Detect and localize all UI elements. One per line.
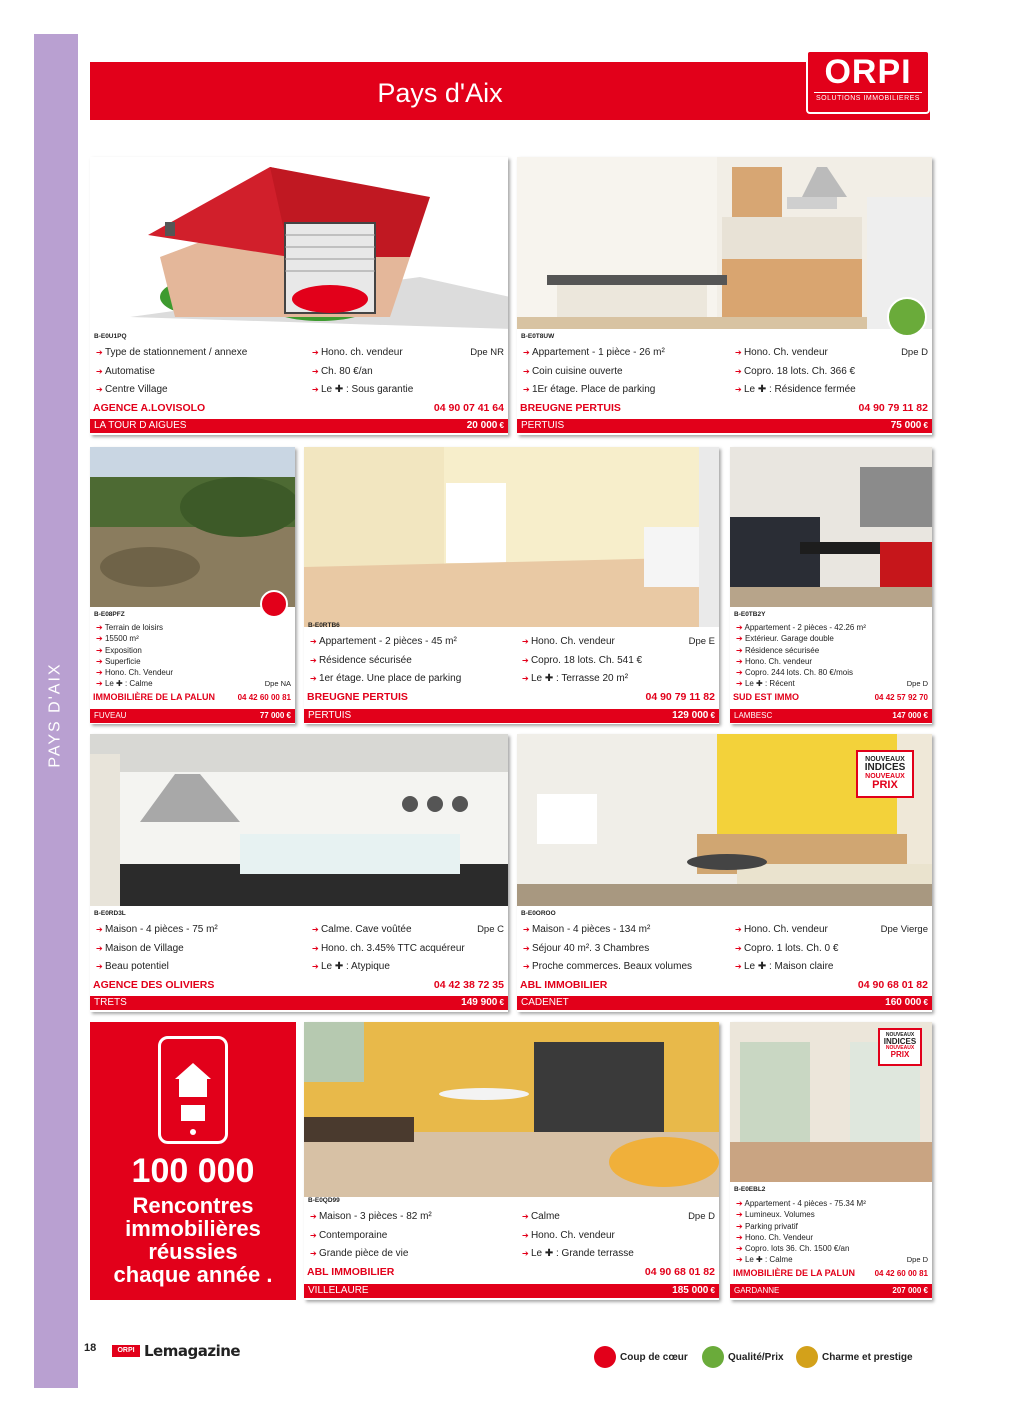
promo-block <box>90 1022 296 1300</box>
listing-photo-apartment <box>730 447 932 607</box>
magazine-logo: ORPI <box>112 1345 140 1357</box>
promo-line: Rencontres <box>132 1193 254 1218</box>
page-number: 18 <box>84 1342 97 1354</box>
agency-name[interactable]: BREUGNE PERTUIS <box>520 402 621 414</box>
agency-phone[interactable]: 04 90 68 01 82 <box>857 979 928 991</box>
agency-phone[interactable]: 04 90 07 41 64 <box>433 402 504 414</box>
price-bar <box>304 709 719 723</box>
legend-coup-de-coeur <box>594 1346 688 1368</box>
coup-de-coeur-icon <box>594 1346 616 1368</box>
badge-line: NOUVEAUX <box>885 1045 915 1051</box>
feature: ➔ Centre Village <box>96 381 247 400</box>
price: 160 000 € <box>885 996 928 1010</box>
detail: ➔ Copro. 18 lots. Ch. 366 € <box>735 363 856 382</box>
city: PERTUIS <box>308 710 352 721</box>
legend-label: Coup de cœur <box>620 1351 688 1363</box>
feature: ➔ Maison - 4 pièces - 134 m² <box>523 921 692 940</box>
promo-line: chaque année . <box>113 1262 273 1287</box>
listing-photo-living-room <box>304 447 719 627</box>
legend-charme <box>796 1346 913 1368</box>
listing-ref: B-E0RD3L <box>94 910 126 917</box>
price: 207 000 € <box>892 1284 928 1298</box>
feature: ➔ Le ✚ : Calme <box>736 1254 866 1265</box>
feature: ➔ Appartement - 2 pièces - 42.26 m² <box>736 622 866 633</box>
feature: ➔ Proche commerces. Beaux volumes <box>523 958 692 977</box>
listing-card[interactable] <box>90 157 508 435</box>
detail: ➔ Hono. Ch. vendeur <box>522 1227 634 1246</box>
detail: ➔ Hono. Ch. vendeur <box>735 921 838 940</box>
feature: ➔ Superficie <box>96 656 173 667</box>
legend-label: Qualité/Prix <box>728 1351 784 1363</box>
listing-card[interactable] <box>517 157 932 435</box>
detail: ➔ Hono. ch. 3.45% TTC acquéreur <box>312 940 465 959</box>
listing-ref: B-E0EBL2 <box>734 1186 766 1193</box>
nouveaux-prix-badge <box>878 1028 922 1066</box>
city: FUVEAU <box>94 711 127 720</box>
listing-photo-kitchen <box>517 157 932 329</box>
agency-name[interactable]: ABL IMMOBILIER <box>520 979 608 991</box>
legend-label: Charme et prestige <box>822 1351 913 1363</box>
agency-phone[interactable]: 04 42 38 72 35 <box>433 979 504 991</box>
feature: ➔ Hono. Ch. Vendeur <box>96 667 173 678</box>
feature: ➔ Automatise <box>96 363 247 382</box>
listing-card[interactable] <box>304 447 719 724</box>
agency-name[interactable]: AGENCE A.LOVISOLO <box>93 402 206 414</box>
badge-line: INDICES <box>883 1037 917 1046</box>
agency-phone[interactable]: 04 42 60 00 81 <box>874 1269 928 1278</box>
price-bar <box>90 419 508 433</box>
badge-line: PRIX <box>872 779 898 791</box>
price: 185 000 € <box>672 1284 715 1298</box>
agency-phone[interactable]: 04 90 79 11 82 <box>645 691 715 703</box>
dpe-label: Dpe Vierge <box>880 924 928 935</box>
dpe-label: Dpe NR <box>470 347 504 358</box>
price-bar <box>730 709 932 723</box>
feature: ➔ Séjour 40 m². 3 Chambres <box>523 940 692 959</box>
price-bar <box>90 996 508 1010</box>
legend-qualite-prix <box>702 1346 784 1368</box>
agency-phone[interactable]: 04 42 60 00 81 <box>237 693 291 702</box>
feature: ➔ Beau potentiel <box>96 958 218 977</box>
city: PERTUIS <box>521 420 565 431</box>
listing-ref: B-E0U1PQ <box>94 333 127 340</box>
feature: ➔ Exposition <box>96 645 173 656</box>
listing-ref: B-E08PFZ <box>94 611 125 618</box>
qualite-prix-icon <box>887 297 927 337</box>
feature: ➔ Hono. Ch. Vendeur <box>736 1232 866 1243</box>
agency-name[interactable]: BREUGNE PERTUIS <box>307 691 408 703</box>
price-bar <box>90 709 295 723</box>
listing-card[interactable] <box>730 1022 932 1300</box>
price: 149 900 € <box>461 996 504 1010</box>
feature: ➔ Copro. lots 36. Ch. 1500 €/an <box>736 1243 866 1254</box>
price: 75 000 € <box>891 419 928 433</box>
price: 20 000 € <box>467 419 504 433</box>
nouveaux-prix-badge <box>856 750 914 798</box>
feature: ➔ Appartement - 2 pièces - 45 m² <box>310 633 461 652</box>
feature: ➔ Type de stationnement / annexe <box>96 344 247 363</box>
agency-name[interactable]: ABL IMMOBILIER <box>307 1266 395 1278</box>
price: 129 000 € <box>672 709 715 723</box>
agency-name[interactable]: AGENCE DES OLIVIERS <box>93 979 215 991</box>
feature: ➔ Le ✚ : Calme <box>96 678 173 689</box>
detail: ➔ Le ✚ : Terrasse 20 m² <box>522 670 642 689</box>
detail: ➔ Le ✚ : Atypique <box>312 958 465 977</box>
coup-de-coeur-icon <box>260 590 288 618</box>
listing-ref: B-E0TB2Y <box>734 611 766 618</box>
feature: ➔ Parking privatif <box>736 1221 866 1232</box>
listing-ref: B-E0QD99 <box>308 1197 340 1204</box>
feature: ➔ Maison - 4 pièces - 75 m² <box>96 921 218 940</box>
feature: ➔ 1er étage. Une place de parking <box>310 670 461 689</box>
detail: ➔ Copro. 18 lots. Ch. 541 € <box>522 652 642 671</box>
magazine-title: Lemagazine <box>144 1342 241 1360</box>
agency-phone[interactable]: 04 90 68 01 82 <box>644 1266 715 1278</box>
dpe-label: Dpe D <box>906 679 928 688</box>
agency-phone[interactable]: 04 42 57 92 70 <box>874 693 928 702</box>
listing-photo-land <box>90 447 295 607</box>
detail: ➔ Calme <box>522 1208 634 1227</box>
feature: ➔ Hono. Ch. vendeur <box>736 656 866 667</box>
side-label: PAYS D'AIX <box>47 662 64 768</box>
detail: ➔ Le ✚ : Sous garantie <box>312 381 413 400</box>
price: 147 000 € <box>892 709 928 723</box>
smartphone-icon <box>158 1036 228 1144</box>
feature: ➔ Appartement - 1 pièce - 26 m² <box>523 344 665 363</box>
badge-line: NOUVEAUX <box>865 756 905 763</box>
promo-number: 100 000 <box>131 1152 255 1190</box>
listing-card[interactable] <box>730 447 932 724</box>
detail: ➔ Copro. 1 lots. Ch. 0 € <box>735 940 838 959</box>
detail: ➔ Le ✚ : Maison claire <box>735 958 838 977</box>
price-bar <box>517 419 932 433</box>
feature: ➔ Maison - 3 pièces - 82 m² <box>310 1208 432 1227</box>
city: VILLELAURE <box>308 1285 369 1296</box>
listing-card[interactable] <box>90 447 295 724</box>
price-bar <box>304 1284 719 1298</box>
listing-card[interactable] <box>304 1022 719 1300</box>
badge-line: NOUVEAUX <box>885 1032 915 1038</box>
listing-card[interactable] <box>517 734 932 1012</box>
detail: ➔ Hono. Ch. vendeur <box>735 344 856 363</box>
logo-text: ORPI <box>824 53 912 91</box>
charme-icon <box>796 1346 818 1368</box>
agency-name[interactable]: SUD EST IMMO <box>733 692 800 702</box>
promo-line: immobilières <box>125 1216 261 1241</box>
logo-subtitle: SOLUTIONS IMMOBILIERES <box>814 92 922 102</box>
dpe-label: Dpe D <box>901 347 928 358</box>
orpi-logo <box>806 50 930 114</box>
dpe-label: Dpe C <box>477 924 504 935</box>
feature: ➔ Résidence sécurisée <box>310 652 461 671</box>
feature: ➔ 1Er étage. Place de parking <box>523 381 665 400</box>
detail: ➔ Calme. Cave voûtée <box>312 921 465 940</box>
detail: ➔ Le ✚ : Résidence fermée <box>735 381 856 400</box>
feature: ➔ Terrain de loisirs <box>96 622 173 633</box>
listing-photo-garage <box>90 157 508 329</box>
detail: ➔ Le ✚ : Grande terrasse <box>522 1245 634 1264</box>
price: 77 000 € <box>260 709 291 723</box>
agency-phone[interactable]: 04 90 79 11 82 <box>858 402 928 414</box>
listing-photo-terrace <box>304 1022 719 1197</box>
listing-photo-kitchen <box>90 734 508 906</box>
detail: ➔ Ch. 80 €/an <box>312 363 413 382</box>
promo-line: réussies <box>148 1239 238 1264</box>
feature: ➔ Coin cuisine ouverte <box>523 363 665 382</box>
listing-card[interactable] <box>90 734 508 1012</box>
listing-ref: B-E0T8UW <box>521 333 555 340</box>
listing-ref: B-E0RTB6 <box>308 622 340 629</box>
feature: ➔ Copro. 244 lots. Ch. 80 €/mois <box>736 667 866 678</box>
badge-line: PRIX <box>890 1050 910 1059</box>
listing-ref: B-E0OROO <box>521 910 556 917</box>
detail: ➔ Hono. Ch. vendeur <box>522 633 642 652</box>
feature: ➔ Extérieur. Garage double <box>736 633 866 644</box>
qualite-prix-icon <box>702 1346 724 1368</box>
city: GARDANNE <box>734 1286 780 1295</box>
feature: ➔ Le ✚ : Récent <box>736 678 866 689</box>
feature: ➔ Appartement - 4 pièces - 75.34 M² <box>736 1198 866 1209</box>
feature: ➔ 15500 m² <box>96 633 173 644</box>
feature: ➔ Contemporaine <box>310 1227 432 1246</box>
city: TRETS <box>94 997 127 1008</box>
dpe-label: Dpe E <box>688 636 715 647</box>
city: CADENET <box>521 997 569 1008</box>
price-bar <box>730 1284 932 1298</box>
feature: ➔ Maison de Village <box>96 940 218 959</box>
agency-name[interactable]: IMMOBILIÈRE DE LA PALUN <box>93 692 215 702</box>
badge-line: NOUVEAUX <box>865 773 905 780</box>
dpe-label: Dpe D <box>906 1255 928 1264</box>
feature: ➔ Résidence sécurisée <box>736 645 866 656</box>
agency-name[interactable]: IMMOBILIÈRE DE LA PALUN <box>733 1268 855 1278</box>
city: LAMBESC <box>734 711 773 720</box>
feature: ➔ Lumineux. Volumes <box>736 1209 866 1220</box>
page-title: Pays d'Aix <box>377 78 503 108</box>
dpe-label: Dpe D <box>688 1211 715 1222</box>
dpe-label: Dpe NA <box>264 679 291 688</box>
price-bar <box>517 996 932 1010</box>
feature: ➔ Grande pièce de vie <box>310 1245 432 1264</box>
city: LA TOUR D AIGUES <box>94 420 187 431</box>
detail: ➔ Hono. ch. vendeur <box>312 344 413 363</box>
badge-line: INDICES <box>864 762 906 773</box>
promo-text <box>90 1194 296 1286</box>
